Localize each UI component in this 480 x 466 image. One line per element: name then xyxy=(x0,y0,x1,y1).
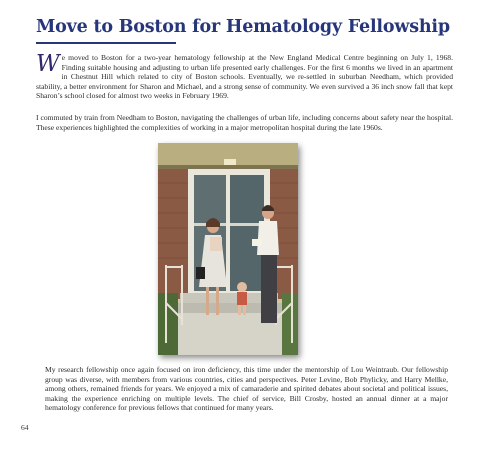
page-number: 64 xyxy=(21,423,29,432)
title-underline xyxy=(36,42,176,44)
drop-cap: W xyxy=(36,51,60,77)
family-photo xyxy=(158,143,298,355)
paragraph-research: My research fellowship once again focused on iron deficiency, this time under the mentorship of Lou Weintraub. Our fellowship group was diverse, with members from various countries, cities and perspectives. Peter Levine, Bob Phylicky, and Harry Mellke, among others, remained friends for years. We enjoyed a mix of camaraderie and spirited debates about societal and political issues, making the experience enriching on multiple levels. The chief of service, Bill Crosby, hosted an annual dinner at a major hematology conference for previous fellows that continued for many years. xyxy=(45,365,448,413)
paragraph-intro-text: e moved to Boston for a two-year hematology fellowship at the New England Medical Centre beginning on July 1, 1968. Finding suitable housing and adjusting to urban life presented early challenges. For the first 6 months we lived in an apartment in Chestnut Hill which related to city of Boston schools. Eventually, we re-settled in suburban Needham, which provided stability, a better environment for Sharon and Michael, and a strong sense of community. We even survived a 36 inch snow fall that kept Sharon’s school closed for almost two weeks in February 1969. xyxy=(36,53,453,101)
paragraph-intro xyxy=(36,53,453,101)
paragraph-commute: I commuted by train from Needham to Boston, navigating the challenges of urban life, including concerns about safety near the hospital. These experiences highlighted the complexities of working in a major metropolitan hospital during the late 1960s. xyxy=(36,113,453,132)
page-title: Move to Boston for Hematology Fellowship xyxy=(36,17,450,37)
